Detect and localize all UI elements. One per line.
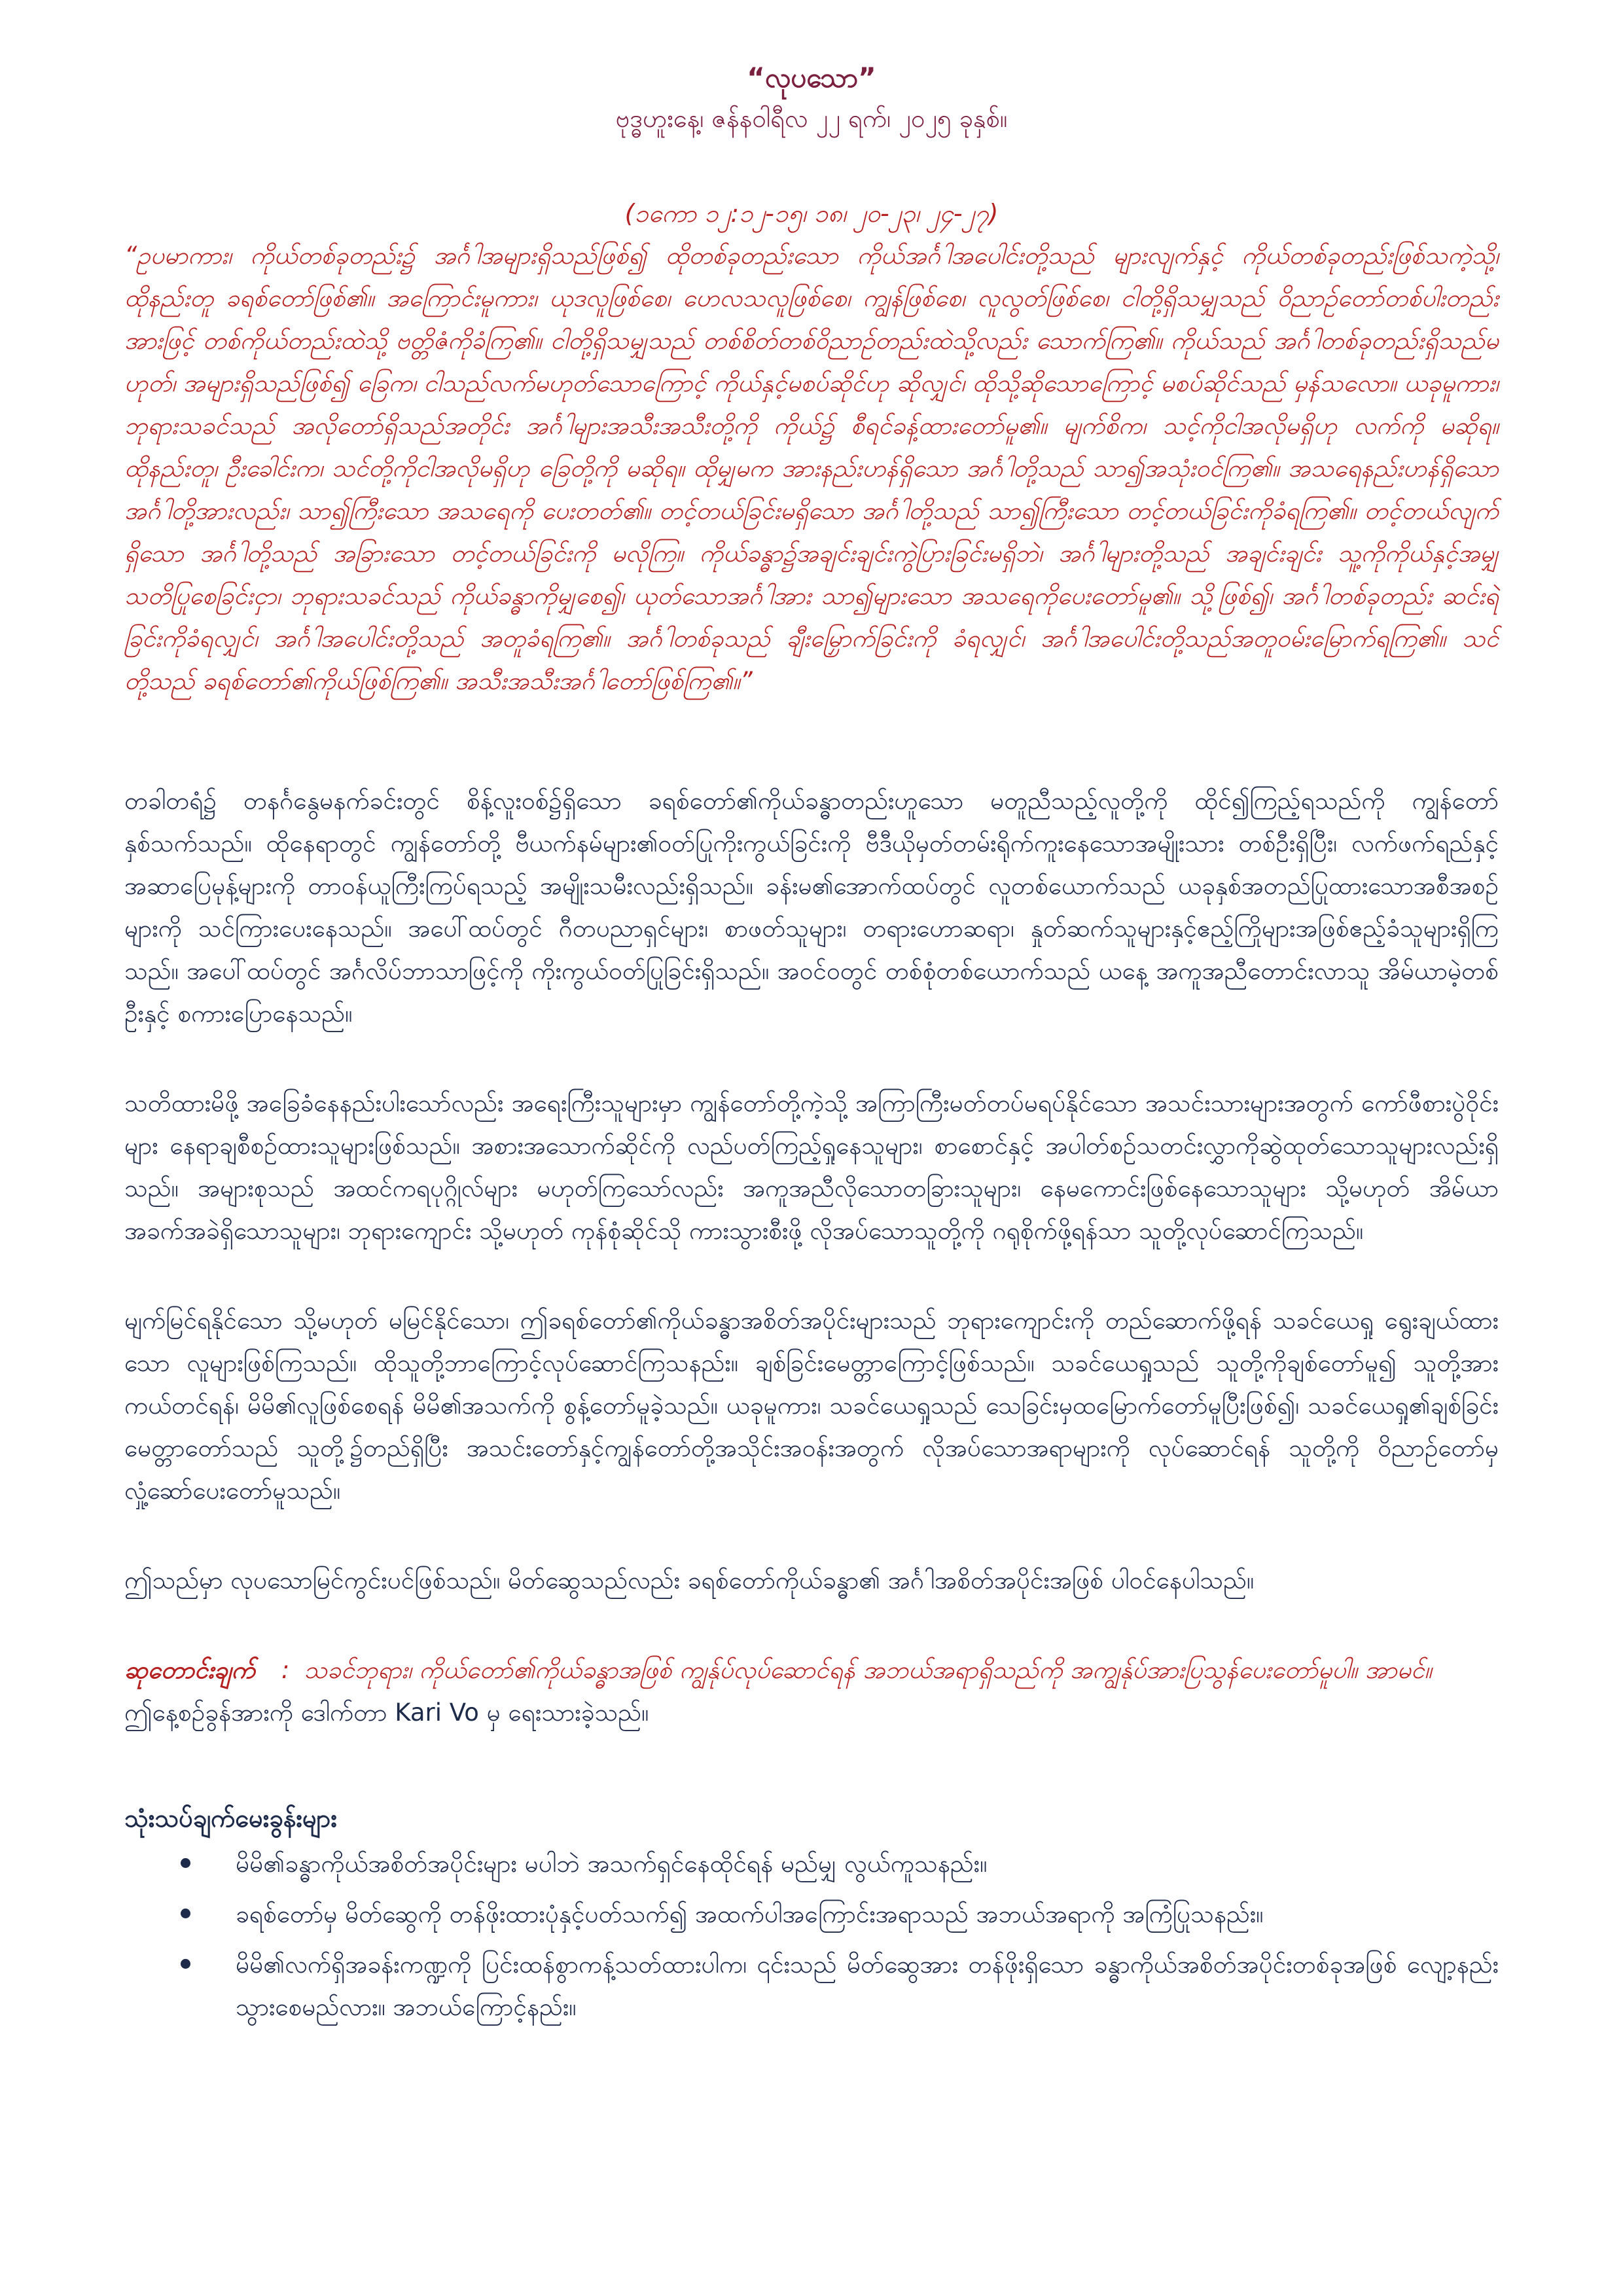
- bullet-icon: [181, 1858, 190, 1868]
- author-line: ဤနေ့စဉ်ခွန်အားကို ဒေါက်တာ Kari Vo မှ ရေးသားခဲ့သည်။: [124, 1698, 649, 1727]
- question-item: [124, 1842, 1499, 1885]
- scripture-reference: (၁ကော ၁၂:၁၂-၁၅၊ ၁၈၊ ၂၀-၂၃၊ ၂၄-၂၇): [624, 199, 999, 228]
- bullet-icon: [181, 1909, 190, 1918]
- question-text: ခရစ်တော်မှ မိတ်ဆွေကို တန်ဖိုးထားပုံနှင့်ပတ်သက်၍ အထက်ပါအကြောင်းအရာသည် အဘယ်အရာကို အကြံပြုသနည်း။: [236, 1900, 1264, 1928]
- prayer-label: ဆုတောင်းချက်: [124, 1656, 255, 1684]
- body-paragraph-3: မျက်မြင်ရနိုင်သော သို့မဟုတ် မမြင်နိုင်သော၊ ဤခရစ်တော်၏ကိုယ်ခန္ဓာအစိတ်အပိုင်းများသည် ဘုရားကျောင်းကို တည်ဆောက်ဖို့ရန် သခင်ယေရှု ရွေးချယ်ထားသော လူများဖြစ်ကြသည်။ ထိုသူတို့ဘာကြောင့်လုပ်ဆောင်ကြသနည်း။ ချစ်ခြင်းမေတ္တာကြောင့်ဖြစ်သည်။ သခင်ယေရှုသည် သူတို့ကိုချစ်တော်မူ၍ သူတို့အား ကယ်တင်ရန်၊ မိမိ၏လူဖြစ်စေရန် မိမိ၏အသက်ကို စွန့်တော်မူခဲ့သည်။ ယခုမူကား၊ သခင်ယေရှုသည် သေခြင်းမှထမြောက်တော်မူပြီးဖြစ်၍၊ သခင်ယေရှု၏ချစ်ခြင်းမေတ္တာတော်သည် သူတို့၌တည်ရှိပြီး အသင်းတော်နှင့်ကျွန်တော်တို့အသိုင်းအဝန်းအတွက် လိုအပ်သောအရာများကို လုပ်ဆောင်ရန် သူတို့ကို ဝိညာဉ်တော်မှ လှုံ့ဆော်ပေးတော်မူသည်။: [124, 1306, 1499, 1505]
- body-paragraph-2: သတိထားမိဖို့ အခြေခံနေနည်းပါးသော်လည်း အရေးကြီးသူများမှာ ကျွန်တော်တို့ကဲ့သို့ အကြာကြီးမတ်တပ်မရပ်နိုင်သော အသင်းသားများအတွက် ကော်ဖီစားပွဲဝိုင်းများ နေရာချစီစဉ်ထားသူများဖြစ်သည်။ အစားအသောက်ဆိုင်ကို လည်ပတ်ကြည့်ရှုနေသူများ၊ စာစောင်နှင့် အပါတ်စဉ်သတင်းလွှာကိုဆွဲထုတ်သောသူများလည်းရှိသည်။ အများစုသည် အထင်ကရပုဂ္ဂိုလ်များ မဟုတ်ကြသော်လည်း အကူအညီလိုသောတခြားသူများ၊ နေမကောင်းဖြစ်နေသောသူများ သို့မဟုတ် အိမ်ယာအခက်အခဲရှိသောသူများ၊ ဘုရားကျောင်း သို့မဟုတ် ကုန်စုံဆိုင်သို ကားသွားစီးဖို့ လိုအပ်သောသူတို့ကို ဂရုစိုက်ဖို့ရန်သာ သူတို့လုပ်ဆောင်ကြသည်။: [124, 1089, 1499, 1245]
- prayer-colon: :: [281, 1656, 290, 1684]
- prayer-block: [124, 1649, 1499, 1691]
- prayer-text: သခင်ဘုရား၊ ကိုယ်တော်၏ကိုယ်ခန္ဓာအဖြစ် ကျွန်ုပ်လုပ်ဆောင်ရန် အဘယ်အရာရှိသည်ကို အကျွန်ုပ်အားပြသွန်ပေးတော်မူပါ။ အာမင်။: [304, 1656, 1432, 1684]
- body-paragraph-4: ဤသည်မှာ လုပသောမြင်ကွင်းပင်ဖြစ်သည်။ မိတ်ဆွေသည်လည်း ခရစ်တော်ကိုယ်ခန္ဓာ၏ အင်္ဂါအစိတ်အပိုင်းအဖြစ် ပါဝင်နေပါသည်။: [124, 1566, 1255, 1594]
- devotional-page: [124, 39, 1499, 2036]
- questions-list: [124, 1842, 1499, 2028]
- page-title: “လုပသော”: [747, 62, 876, 94]
- body-paragraph-1: တခါတရံ၌ တနင်္ဂနွေမနက်ခင်းတွင် စိန့်လူးဝစ်၌ရှိသော ခရစ်တော်၏ကိုယ်ခန္ဓာတည်းဟူသော မတူညီသည့်လူတို့ကို ထိုင်၍ကြည့်ရသည်ကို ကျွန်တော်နှစ်သက်သည်။ ထိုနေရာတွင် ကျွန်တော်တို့ ဗီယက်နမ်များ၏ဝတ်ပြုကိုးကွယ်ခြင်းကို ဗီဒီယိုမှတ်တမ်းရိုက်ကူးနေသောအမျိုးသား တစ်ဦးရှိပြီး၊ လက်ဖက်ရည်နှင့်အဆာပြေမုန့်များကို တာဝန်ယူကြီးကြပ်ရသည့် အမျိုးသမီးလည်းရှိသည်။ ခန်းမ၏အောက်ထပ်တွင် လူတစ်ယောက်သည် ယခုနှစ်အတည်ပြုထားသောအစီအစဉ်များကို သင်ကြားပေးနေသည်။ အပေါ်ထပ်တွင် ဂီတပညာရှင်များ၊ စာဖတ်သူများ၊ တရားဟောဆရာ၊ နှုတ်ဆက်သူများနှင့်ဧည့်ကြိုများအဖြစ်ဧည့်ခံသူများရှိကြသည်။ အပေါ်ထပ်တွင် အင်္ဂလိပ်ဘာသာဖြင့်ကို ကိုးကွယ်ဝတ်ပြုခြင်းရှိသည်။ အဝင်ဝတွင် တစ်စုံတစ်ယောက်သည် ယနေ့ အကူအညီတောင်းလာသူ အိမ်ယာမဲ့တစ်ဦးနှင့် စကားပြောနေသည်။: [124, 787, 1499, 1028]
- question-text: မိမိ၏လက်ရှိအခန်းကဏ္ဍကို ပြင်းထန်စွာကန့်သတ်ထားပါက၊ ၎င်းသည် မိတ်ဆွေအား တန်ဖိုးရှိသော ခန္ဓာကိုယ်အစိတ်အပိုင်းတစ်ခုအဖြစ် လျော့နည်းသွားစေမည်လား။ အဘယ်ကြောင့်နည်း။: [236, 1950, 1499, 2021]
- question-item: [124, 1893, 1499, 1935]
- scripture-text: “ဥပမာကား၊ ကိုယ်တစ်ခုတည်း၌ အင်္ဂါအများရှိသည်ဖြစ်၍ ထိုတစ်ခုတည်းသော ကိုယ်အင်္ဂါအပေါင်းတို့သည် များလျက်နှင့် ကိုယ်တစ်ခုတည်းဖြစ်သကဲ့သို့၊ ထိုနည်းတူ ခရစ်တော်ဖြစ်၏။ အကြောင်းမူကား၊ ယုဒလူဖြစ်စေ၊ ဟေလသလူဖြစ်စေ၊ ကျွန်ဖြစ်စေ၊ လူလွတ်ဖြစ်စေ၊ ငါတို့ရှိသမျှသည် ဝိညာဉ်တော်တစ်ပါးတည်းအားဖြင့် တစ်ကိုယ်တည်းထဲသို့ ဗတ္တိဇံကိုခံကြ၏။ ငါတို့ရှိသမျှသည် တစ်စိတ်တစ်ဝိညာဉ်တည်းထဲသို့လည်း သောက်ကြ၏။ ကိုယ်သည် အင်္ဂါတစ်ခုတည်းရှိသည်မဟုတ်၊ အများရှိသည်ဖြစ်၍ ခြေက၊ ငါသည်လက်မဟုတ်သောကြောင့် ကိုယ်နှင့်မစပ်ဆိုင်ဟု ဆိုလျှင်၊ ထိုသို့ဆိုသောကြောင့် မစပ်ဆိုင်သည် မှန်သလော။ ယခုမူကား၊ ဘုရားသခင်သည် အလိုတော်ရှိသည်အတိုင်း အင်္ဂါများအသီးအသီးတို့ကို ကိုယ်၌ စီရင်ခန့်ထားတော်မူ၏။ မျက်စိက၊ သင့်ကိုငါအလိုမရှိဟု လက်ကို မဆိုရ။ ထိုနည်းတူ၊ ဦးခေါင်းက၊ သင်တို့ကိုငါအလိုမရှိဟု ခြေတို့ကို မဆိုရ။ ထိုမျှမက အားနည်းဟန်ရှိသော အင်္ဂါတို့သည် သာ၍အသုံးဝင်ကြ၏။ အသရေနည်းဟန်ရှိသော အင်္ဂါတို့အားလည်း၊ သာ၍ကြီးသော အသရေကို ပေးတတ်၏။ တင့်တယ်ခြင်းမရှိသော အင်္ဂါတို့သည် သာ၍ကြီးသော တင့်တယ်ခြင်းကိုခံရကြ၏။ တင့်တယ်လျက်ရှိသော အင်္ဂါတို့သည် အခြားသော တင့်တယ်ခြင်းကို မလိုကြ။ ကိုယ်ခန္ဓာ၌အချင်းချင်းကွဲပြားခြင်းမရှိဘဲ၊ အင်္ဂါများတို့သည် အချင်းချင်း သူ့ကိုကိုယ်နှင့်အမျှ သတိပြုစေခြင်းငှာ၊ ဘုရားသခင်သည် ကိုယ်ခန္ဓာကိုမျှစေ၍၊ ယုတ်သောအင်္ဂါအား သာ၍များသော အသရေကိုပေးတော်မူ၏။ သို့ဖြစ်၍၊ အင်္ဂါတစ်ခုတည်း ဆင်းရဲခြင်းကိုခံရလျှင်၊ အင်္ဂါအပေါင်းတို့သည် အတူခံရကြ၏။ အင်္ဂါတစ်ခုသည် ချီးမြှောက်ခြင်းကို ခံရလျှင်၊ အင်္ဂါအပေါင်းတို့သည်အတူဝမ်းမြောက်ရကြ၏။ သင်တို့သည် ခရစ်တော်၏ကိုယ်ဖြစ်ကြ၏။ အသီးအသီးအင်္ဂါတော်ဖြစ်ကြ၏။”: [124, 242, 1499, 695]
- date-line: ဗုဒ္ဓဟူးနေ့၊ ဇန်နဝါရီလ ၂၂ ရက်၊ ၂၀၂၅ ခုနှစ်။: [615, 104, 1008, 133]
- question-item: [124, 1943, 1499, 2028]
- question-text: မိမိ၏ခန္ဓာကိုယ်အစိတ်အပိုင်းများ မပါဘဲ အသက်ရှင်နေထိုင်ရန် မည်မျှ လွယ်ကူသနည်း။: [236, 1850, 988, 1878]
- bullet-icon: [181, 1959, 190, 1969]
- questions-heading: သုံးသပ်ချက်မေးခွန်းများ: [124, 1804, 338, 1833]
